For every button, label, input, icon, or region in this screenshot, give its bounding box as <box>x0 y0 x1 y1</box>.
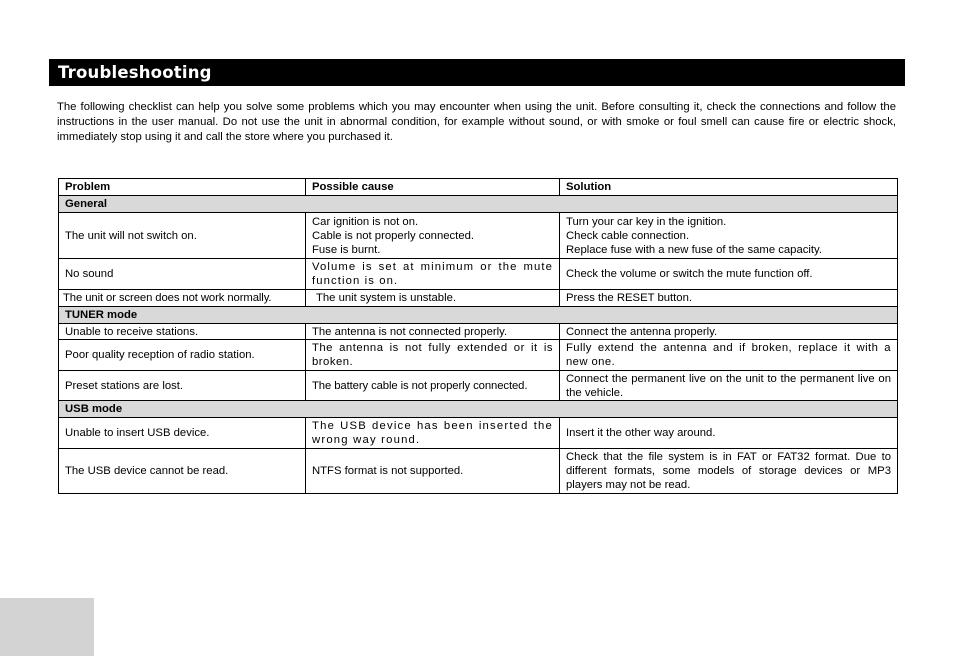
cause-cell: The antenna is not fully extended or it is broken. <box>306 340 560 371</box>
problem-cell: The unit or screen does not work normally. <box>59 290 306 307</box>
solution-line: Turn your car key in the ignition. <box>566 215 727 228</box>
table-row <box>59 324 898 340</box>
solution-cell: Check that the file system is in FAT or FAT32 format. Due to different formats, some models of storage devices or MP3 players may not be read. <box>560 449 898 494</box>
problem-cell: Unable to insert USB device. <box>59 418 306 449</box>
cause-cell: The USB device has been inserted the wrong way round. <box>306 418 560 449</box>
cause-cell: NTFS format is not supported. <box>306 449 560 494</box>
table-row <box>59 259 898 290</box>
cause-cell <box>306 213 560 259</box>
table-row <box>59 371 898 401</box>
section-label: TUNER mode <box>59 307 898 324</box>
solution-cell: Check the volume or switch the mute function off. <box>560 259 898 290</box>
page-corner-tab <box>0 598 94 656</box>
section-row-tuner <box>59 307 898 324</box>
table-row <box>59 449 898 494</box>
cause-line: Fuse is burnt. <box>312 243 381 256</box>
header-cause: Possible cause <box>306 179 560 196</box>
troubleshooting-table <box>58 178 898 494</box>
header-problem: Problem <box>59 179 306 196</box>
problem-cell: The unit will not switch on. <box>59 213 306 259</box>
cause-cell: The unit system is unstable. <box>306 290 560 307</box>
section-row-general <box>59 196 898 213</box>
page-title: Troubleshooting <box>49 59 905 86</box>
solution-cell: Connect the antenna properly. <box>560 324 898 340</box>
solution-cell: Insert it the other way around. <box>560 418 898 449</box>
solution-line: Check cable connection. <box>566 229 690 242</box>
problem-cell: Preset stations are lost. <box>59 371 306 401</box>
cause-line: Car ignition is not on. <box>312 215 419 228</box>
section-row-usb <box>59 401 898 418</box>
table-header-row <box>59 179 898 196</box>
header-solution: Solution <box>560 179 898 196</box>
table-row <box>59 340 898 371</box>
intro-paragraph: The following checklist can help you solve some problems which you may encounter when using the unit. Before consulting it, check the connections and follow the instructions in the user manual. Do not use the unit in abnormal condition, for example without sound, or with smoke or foul smell can cause fire or electric shock, immediately stop using it and call the store where you purchased it. <box>57 101 896 143</box>
problem-cell: The USB device cannot be read. <box>59 449 306 494</box>
solution-line: Replace fuse with a new fuse of the same capacity. <box>566 243 822 256</box>
solution-cell: Press the RESET button. <box>560 290 898 307</box>
solution-cell <box>560 213 898 259</box>
problem-cell: No sound <box>59 259 306 290</box>
table-row <box>59 213 898 259</box>
section-label: General <box>59 196 898 213</box>
cause-cell: The antenna is not connected properly. <box>306 324 560 340</box>
cause-line: Cable is not properly connected. <box>312 229 475 242</box>
solution-cell: Connect the permanent live on the unit to the permanent live on the vehicle. <box>560 371 898 401</box>
problem-cell: Unable to receive stations. <box>59 324 306 340</box>
section-label: USB mode <box>59 401 898 418</box>
cause-cell: Volume is set at minimum or the mute function is on. <box>306 259 560 290</box>
table-row <box>59 418 898 449</box>
problem-cell: Poor quality reception of radio station. <box>59 340 306 371</box>
cause-cell: The battery cable is not properly connected. <box>306 371 560 401</box>
table-row <box>59 290 898 307</box>
solution-cell: Fully extend the antenna and if broken, replace it with a new one. <box>560 340 898 371</box>
